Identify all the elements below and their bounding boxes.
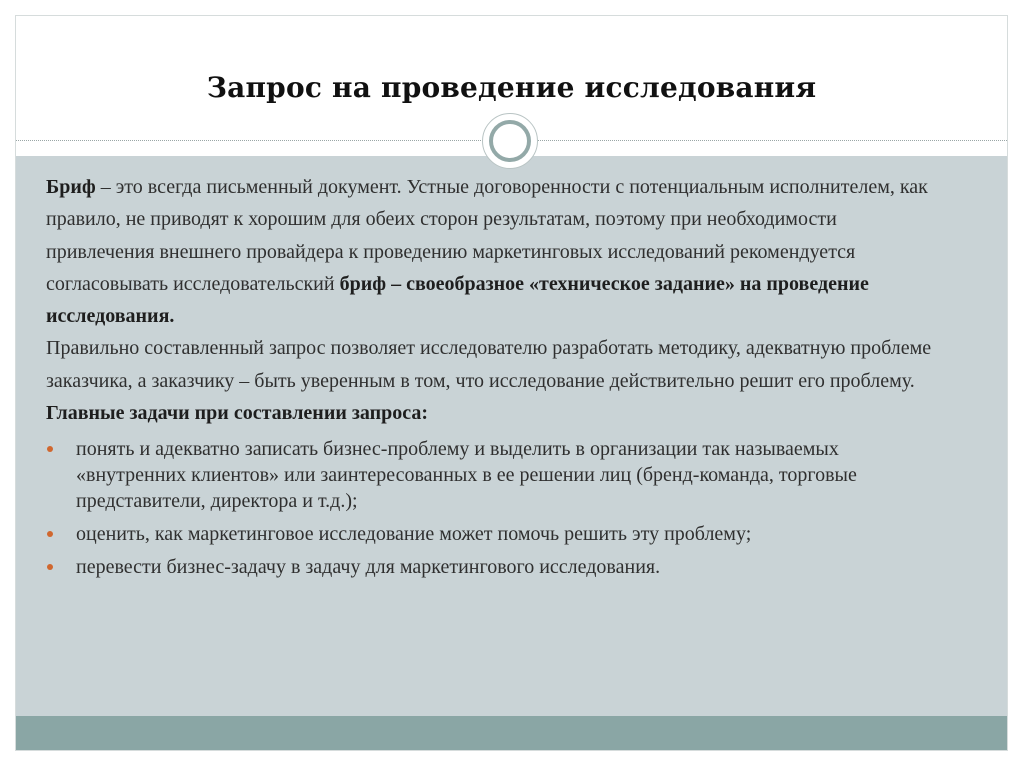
slide-title: Запрос на проведение исследования — [206, 71, 817, 104]
task-text: понять и адекватно записать бизнес-проблему и выделить в организации так называемых «внутренних клиентов» или заинтересованных в ее решении лиц (бренд-команда, торговые представители, директора и т.д.); — [76, 438, 857, 513]
tasks-heading: Главные задачи при составлении запроса: — [46, 402, 429, 425]
list-item — [46, 521, 946, 547]
list-item — [46, 554, 946, 580]
brief-term: Бриф — [46, 176, 96, 198]
brief-emphasis: бриф – своеобразное «техническое задание» на проведение исследования. — [46, 272, 869, 328]
ring-inner — [489, 120, 531, 162]
tasks-list — [46, 436, 946, 580]
paragraph-request: Правильно составленный запрос позволяет исследователю разработать методику, адекватную проблеме заказчика, а заказчику – быть уверенным в том, что исследование действительно решит его проблему. — [46, 337, 932, 392]
dot-bullet-icon — [47, 531, 53, 537]
dot-bullet-icon — [47, 564, 53, 570]
list-item — [46, 436, 946, 514]
ring-icon — [482, 113, 538, 169]
body-text — [46, 171, 946, 580]
task-text: оценить, как маркетинговое исследование может помочь решить эту проблему; — [76, 523, 752, 546]
paragraph-brief — [46, 171, 946, 332]
task-text: перевести бизнес-задачу в задачу для маркетингового исследования. — [76, 556, 661, 579]
brief-definition: – это всегда письменный документ. Устные договоренности с потенциальным исполнителем, как правило, не приводят к хорошим для обеих сторон результатам, поэтому при необходимости привлечения внешнего провайдера к проведению маркетинговых исследований рекомендуется согласовывать исследовательский — [46, 176, 928, 295]
dot-bullet-icon — [47, 446, 53, 452]
footer-band — [16, 716, 1007, 751]
